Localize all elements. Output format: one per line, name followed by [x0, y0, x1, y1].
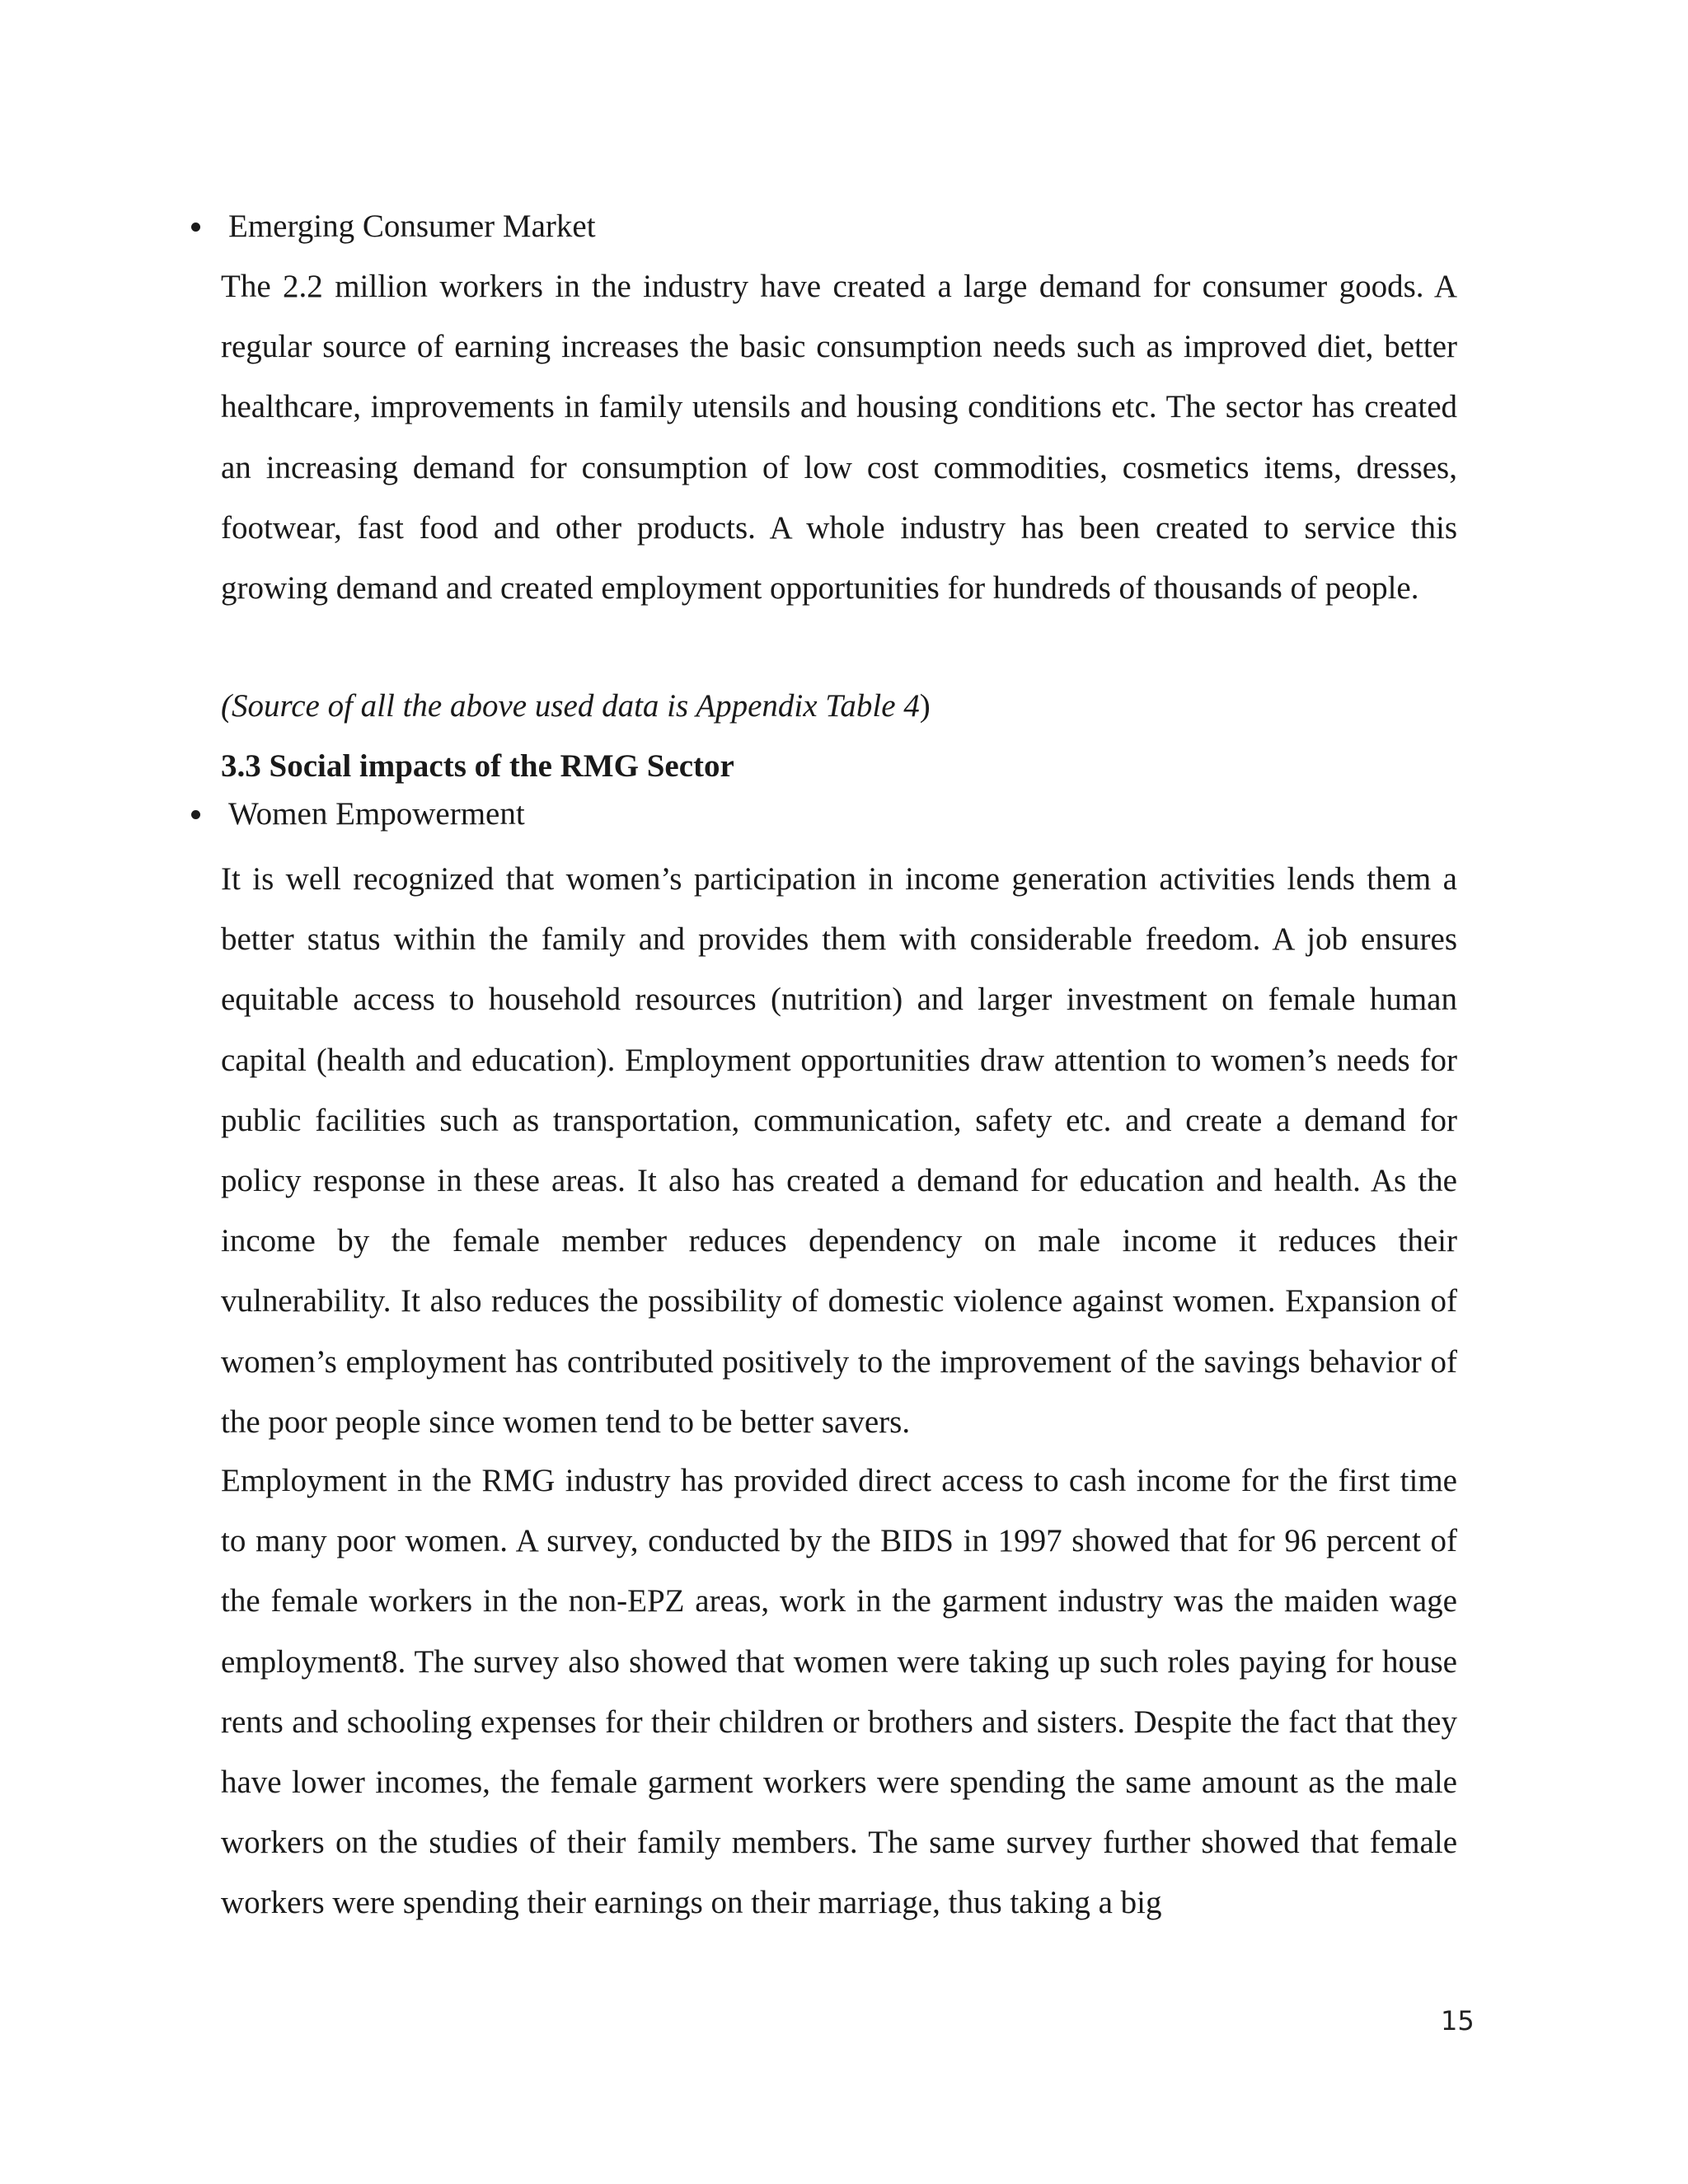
bullet-icon	[191, 223, 200, 232]
paragraph-rmg-employment	[221, 1451, 1457, 1933]
paragraph-text: The 2.2 million workers in the industry have created a large demand for consumer goods. A regular source of earning increases the basic consumption needs such as improved diet, better healthcare, improvements in family utensils and housing conditions etc. The sector has created an increasing demand for consumption of low cost commodities, cosmetics items, dresses, footwear, fast food and other products. A whole industry has been created to service this growing demand and created employment opportunities for hundreds of thousands of people.	[221, 269, 1457, 607]
section-heading: 3.3 Social impacts of the RMG Sector	[221, 748, 734, 784]
paragraph-text: Employment in the RMG industry has provided direct access to cash income for the first time to many poor women. A survey, conducted by the BIDS in 1997 showed that for 96 percent of the female workers in the non-EPZ areas, work in the garment industry was the maiden wage employment8. The survey also showed that women were taking up such roles paying for house rents and schooling expenses for their children or brothers and sisters. Despite the fact that they have lower incomes, the female garment workers were spending the same amount as the male workers on the studies of their family members. The same survey further showed that female workers were spending their earnings on their marriage, thus taking a big	[221, 1463, 1457, 1921]
paragraph-consumer-market	[221, 256, 1457, 618]
source-note-text: (Source of all the above used data is Appendix Table 4	[221, 688, 920, 724]
source-note	[221, 686, 931, 727]
bullet-item-emerging-consumer-market	[191, 206, 596, 247]
bullet-item-women-empowerment	[191, 794, 525, 835]
bullet-text: Women Empowerment	[228, 796, 525, 832]
paragraph-text: It is well recognized that women’s participation in income generation activities lends them a better status within the family and provides them with considerable freedom. A job ensures equitable access to household resources (nutrition) and larger investment on female human capital (health and education). Employment opportunities draw attention to women’s needs for public facilities such as transportation, communication, safety etc. and create a demand for policy response in these areas. It also has created a demand for education and health. As the income by the female member reduces dependency on male income it reduces their vulnerability. It also reduces the possibility of domestic violence against women. Expansion of women’s employment has contributed positively to the improvement of the savings behavior of the poor people since women tend to be better savers.	[221, 861, 1457, 1440]
bullet-icon	[191, 810, 200, 819]
paragraph-women-empowerment	[221, 849, 1457, 1452]
page-number: 15	[1441, 2005, 1475, 2036]
source-note-closing: )	[919, 688, 931, 724]
bullet-text: Emerging Consumer Market	[228, 209, 596, 244]
